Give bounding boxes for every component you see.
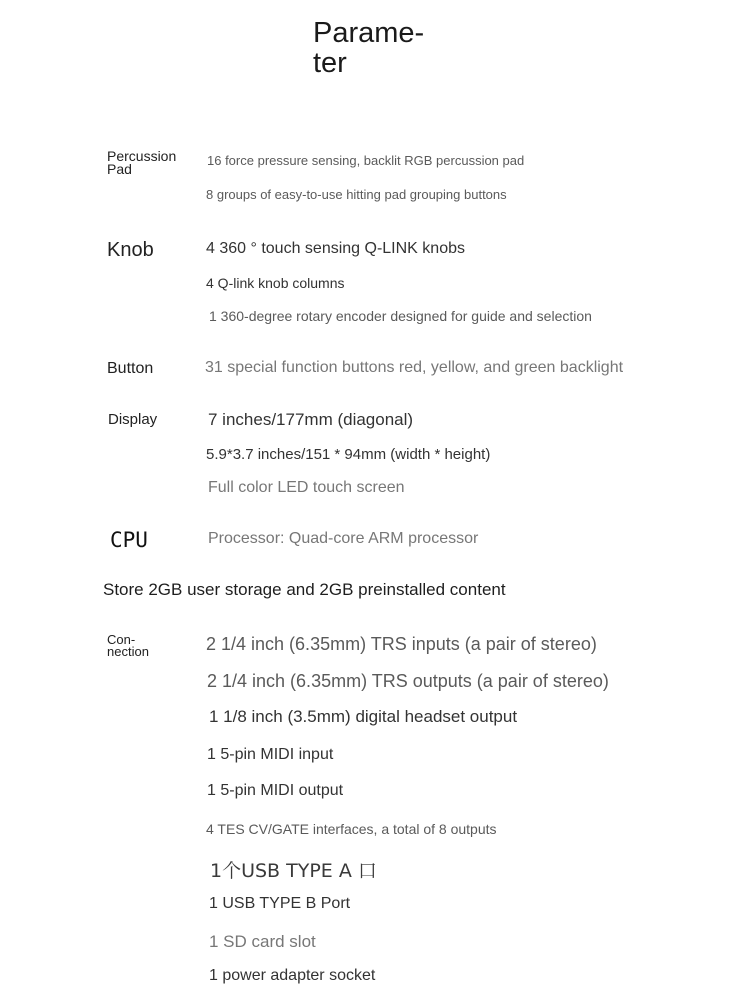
connection-spec: 1 1/8 inch (3.5mm) digital headset output	[209, 707, 518, 726]
display-spec: Full color LED touch screen	[208, 479, 405, 496]
display-label: Display	[108, 411, 158, 428]
page-title-line-1: Parame-	[313, 17, 425, 49]
connection-spec: 1 USB TYPE B Port	[209, 895, 351, 912]
percussion-pad-label	[107, 150, 176, 176]
knob-spec: 4 Q-link knob columns	[206, 275, 345, 291]
connection-spec: 1 power adapter socket	[209, 967, 376, 984]
knob-label: Knob	[107, 239, 154, 261]
connection-spec: 2 1/4 inch (6.35mm) TRS outputs (a pair of stereo)	[207, 671, 609, 691]
connection-label	[107, 634, 149, 658]
connection-spec: 4 TES CV/GATE interfaces, a total of 8 outputs	[206, 821, 497, 837]
button-label: Button	[107, 360, 154, 377]
page-title	[313, 18, 424, 78]
connection-spec: 1 5-pin MIDI output	[207, 782, 344, 799]
cpu-label: CPU	[110, 528, 148, 552]
page-title-line-2: ter	[313, 47, 347, 79]
storage-line: Store 2GB user storage and 2GB preinstalled content	[103, 580, 506, 599]
connection-label-line-1: Con-	[107, 632, 136, 647]
display-spec: 7 inches/177mm (diagonal)	[208, 410, 414, 429]
knob-spec: 4 360 ° touch sensing Q-LINK knobs	[206, 240, 465, 257]
connection-label-line-2: nection	[107, 644, 149, 659]
connection-spec: 2 1/4 inch (6.35mm) TRS inputs (a pair of stereo)	[206, 634, 597, 654]
percussion-pad-label-line-2: Pad	[107, 161, 132, 177]
cpu-spec: Processor: Quad-core ARM processor	[208, 530, 479, 547]
percussion-pad-spec: 8 groups of easy-to-use hitting pad grouping buttons	[206, 187, 507, 202]
connection-spec: 1 5-pin MIDI input	[207, 746, 334, 763]
percussion-pad-label-line-1: Percussion	[107, 148, 177, 164]
display-spec: 5.9*3.7 inches/151 * 94mm (width * height)	[206, 446, 491, 463]
connection-spec: 1 SD card slot	[209, 932, 316, 951]
button-spec: 31 special function buttons red, yellow, and green backlight	[205, 359, 624, 376]
connection-spec: 1个USB TYPE A 口	[210, 860, 377, 882]
percussion-pad-spec: 16 force pressure sensing, backlit RGB percussion pad	[207, 153, 525, 168]
knob-spec: 1 360-degree rotary encoder designed for guide and selection	[209, 308, 592, 324]
